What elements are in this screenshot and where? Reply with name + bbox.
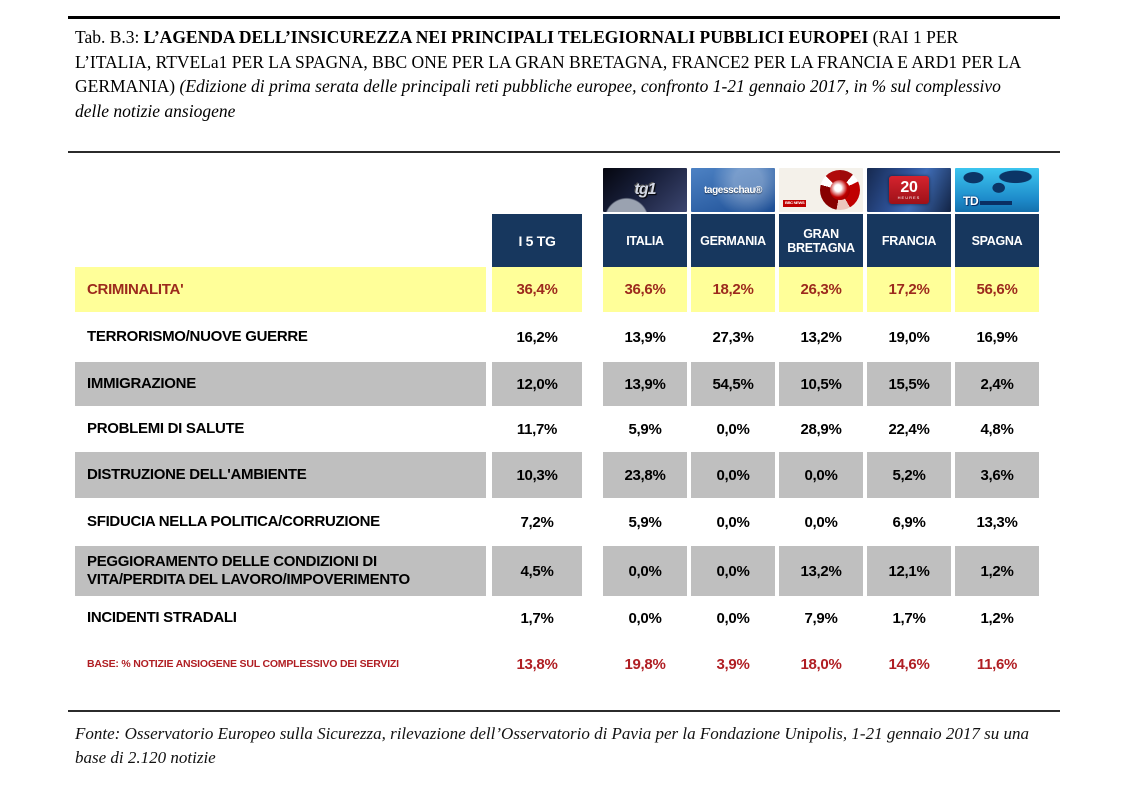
row-country-value: 0,0% [779, 452, 863, 498]
row-country-value: 0,0% [716, 609, 750, 627]
row-country-value: 1,2% [980, 609, 1014, 627]
tg1-logo-icon [603, 168, 687, 212]
row-country-value: 5,9% [628, 513, 662, 531]
row-total-value: 16,2% [516, 328, 558, 346]
row-country-value: 22,4% [888, 420, 930, 438]
header-column-germania: GERMANIA [691, 214, 775, 267]
france2-logo-text-20: 20 [900, 178, 918, 196]
bbc-news-logo-icon [779, 168, 863, 212]
row-country-value: 1,7% [892, 609, 926, 627]
row-country-value: 13,2% [779, 546, 863, 596]
table-row [75, 498, 1039, 546]
row-country-value: 56,6% [955, 267, 1039, 312]
row-label: DISTRUZIONE DELL'AMBIENTE [75, 452, 486, 498]
row-country-value: 28,9% [800, 420, 842, 438]
header-row [75, 214, 1039, 267]
row-country-value: 15,5% [867, 362, 951, 406]
row-label: PEGGIORAMENTO DELLE CONDIZIONI DI VITA/PERDITA DEL LAVORO/IMPOVERIMENTO [75, 546, 486, 596]
tagesschau-logo-icon [691, 168, 775, 212]
row-country-value: 7,9% [804, 609, 838, 627]
france2-red-box [889, 176, 929, 204]
france2-logo-text-heures: HEURES [897, 194, 921, 200]
row-total-value: 11,7% [516, 420, 558, 438]
row-country-value: 26,3% [779, 267, 863, 312]
table-row [75, 640, 1039, 688]
row-country-value: 36,6% [603, 267, 687, 312]
insecurity-agenda-table [75, 166, 1039, 688]
row-country-value: 10,5% [779, 362, 863, 406]
row-total-value: 13,8% [516, 655, 558, 673]
header-category-spacer [75, 214, 486, 267]
row-total-value: 1,7% [520, 609, 554, 627]
table-row [75, 546, 1039, 596]
table-row [75, 596, 1039, 640]
row-country-value: 2,4% [955, 362, 1039, 406]
source-note: Fonte: Osservatorio Europeo sulla Sicurezza, rilevazione dell’Osservatorio di Pavia per la Fondazione Unipolis, 1-21 gennaio 2017 su una base di 2.120 notizie [75, 724, 1029, 767]
tg1-logo-text: tg1 [634, 181, 656, 198]
header-column-francia: FRANCIA [867, 214, 951, 267]
row-total-value: 7,2% [520, 513, 554, 531]
table-row [75, 452, 1039, 498]
row-country-value: 5,9% [628, 420, 662, 438]
row-country-value: 27,3% [712, 328, 754, 346]
row-label: SFIDUCIA NELLA POLITICA/CORRUZIONE [87, 513, 380, 530]
table-row [75, 362, 1039, 406]
title-divider [68, 151, 1060, 153]
top-divider [68, 16, 1060, 19]
row-total-value: 4,5% [492, 546, 582, 596]
table-row [75, 406, 1039, 452]
table-title [75, 25, 1027, 123]
row-country-value: 0,0% [628, 609, 662, 627]
row-country-value: 5,2% [867, 452, 951, 498]
france2-20h-logo-icon [867, 168, 951, 212]
telediario-logo-icon [955, 168, 1039, 212]
row-country-value: 3,6% [955, 452, 1039, 498]
row-country-value: 14,6% [888, 655, 930, 673]
row-country-value: 54,5% [691, 362, 775, 406]
row-label: CRIMINALITA' [75, 267, 486, 312]
row-country-value: 13,9% [624, 328, 666, 346]
telediario-mark [963, 196, 1012, 206]
bottom-divider [68, 710, 1060, 712]
row-country-value: 19,8% [624, 655, 666, 673]
row-country-value: 13,9% [603, 362, 687, 406]
row-country-value: 18,2% [691, 267, 775, 312]
bbc-news-logo-text: BBC NEWS [785, 200, 805, 206]
header-column-spagna: SPAGNA [955, 214, 1039, 267]
table-row [75, 267, 1039, 312]
telediario-logo-text: TD [963, 194, 979, 208]
title-prefix: Tab. B.3: [75, 27, 144, 47]
row-country-value: 6,9% [892, 513, 926, 531]
table-body [75, 267, 1039, 688]
row-country-value: 11,6% [976, 655, 1018, 673]
row-country-value: 13,3% [976, 513, 1018, 531]
row-country-value: 12,1% [867, 546, 951, 596]
row-label: IMMIGRAZIONE [75, 362, 486, 406]
row-country-value: 3,9% [716, 655, 750, 673]
row-total-value: 10,3% [492, 452, 582, 498]
header-column-italia: ITALIA [603, 214, 687, 267]
row-country-value: 0,0% [603, 546, 687, 596]
row-total-value: 36,4% [492, 267, 582, 312]
title-main: L’AGENDA DELL’INSICUREZZA NEI PRINCIPALI TELEGIORNALI PUBBLICI EUROPEI [143, 27, 873, 47]
title-subtitle: (Edizione di prima serata delle principali reti pubbliche europee, confronto 1-21 gennaio 2017, in % sul complessivo delle notizie ansiogene [75, 76, 1001, 121]
row-label: BASE: % NOTIZIE ANSIOGENE SUL COMPLESSIVO DEI SERVIZI [87, 658, 399, 670]
row-country-value: 0,0% [691, 546, 775, 596]
row-country-value: 13,2% [800, 328, 842, 346]
row-country-value: 1,2% [955, 546, 1039, 596]
row-label: INCIDENTI STRADALI [87, 609, 237, 626]
row-country-value: 0,0% [691, 452, 775, 498]
row-label: TERRORISMO/NUOVE GUERRE [87, 328, 308, 345]
logo-row [75, 166, 1039, 214]
row-country-value: 19,0% [888, 328, 930, 346]
header-total-column: I 5 TG [492, 214, 582, 267]
tagesschau-logo-text: tagesschau® [704, 184, 762, 196]
header-column-gran-bretagna: GRAN BRETAGNA [779, 214, 863, 267]
row-country-value: 4,8% [980, 420, 1014, 438]
row-country-value: 0,0% [716, 513, 750, 531]
table-row [75, 312, 1039, 362]
row-country-value: 0,0% [716, 420, 750, 438]
row-total-value: 12,0% [492, 362, 582, 406]
row-label: PROBLEMI DI SALUTE [87, 420, 245, 437]
row-country-value: 18,0% [800, 655, 842, 673]
title-networks: (RAI 1 PER L’ITALIA, RTVELa1 PER LA SPAGNA, BBC ONE PER LA GRAN BRETAGNA, FRANCE2 PER LA FRANCIA E ARD1 PER LA GERMANIA) [75, 27, 1021, 97]
row-country-value: 0,0% [804, 513, 838, 531]
telediario-bar [980, 201, 1012, 205]
row-country-value: 16,9% [976, 328, 1018, 346]
row-country-value: 23,8% [603, 452, 687, 498]
row-country-value: 17,2% [867, 267, 951, 312]
bbc-globe-core-icon [830, 180, 850, 200]
